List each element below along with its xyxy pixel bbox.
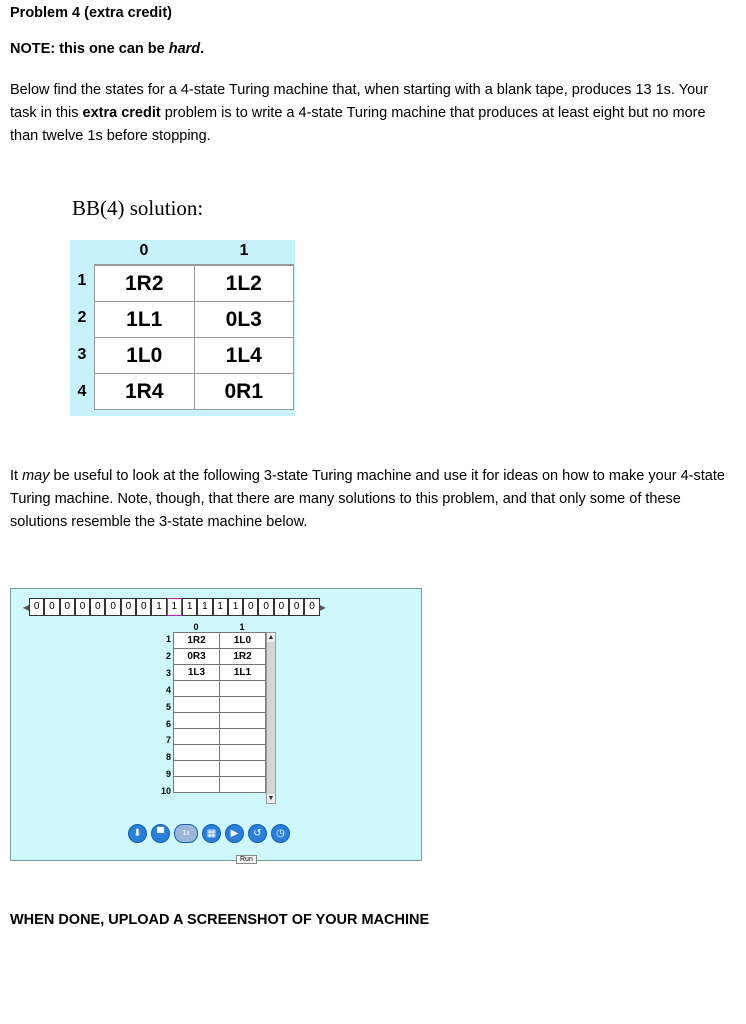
bb4-table: [70, 240, 295, 416]
sim-row-label: 2: [165, 650, 171, 661]
sim-row-label: 5: [165, 701, 171, 712]
sim-cell[interactable]: [220, 681, 266, 697]
bb4-row-header: 2: [77, 309, 87, 326]
sim-cell[interactable]: [174, 745, 220, 761]
tape-cell[interactable]: 1: [182, 598, 197, 616]
sim-row-label: 6: [165, 718, 171, 729]
sim-cell[interactable]: [174, 729, 220, 745]
tape-cell[interactable]: 0: [75, 598, 90, 616]
timer-icon[interactable]: ◷: [271, 824, 290, 843]
speed-icon[interactable]: 1x: [174, 824, 198, 843]
tape-cell[interactable]: 0: [90, 598, 105, 616]
sim-cell[interactable]: 1R2: [174, 633, 220, 649]
bb4-cell: 1R2: [95, 266, 195, 302]
tape-cell[interactable]: 0: [60, 598, 75, 616]
bb4-cell: 0L3: [194, 302, 294, 338]
sim-state-table: [173, 632, 266, 793]
bb4-col-header: 0: [139, 242, 149, 259]
tape-cell[interactable]: 0: [44, 598, 59, 616]
para1-bold: extra credit: [82, 105, 161, 121]
sim-row-label: 10: [160, 786, 171, 797]
tape-cell[interactable]: 0: [243, 598, 258, 616]
sim-row-label: 4: [165, 684, 171, 695]
turing-simulator: [10, 588, 422, 861]
bb4-cell: 0R1: [194, 374, 294, 410]
bb4-cell: 1L4: [194, 338, 294, 374]
sim-cell[interactable]: [220, 697, 266, 713]
tape-cell[interactable]: 1: [228, 598, 243, 616]
note-line: [10, 41, 204, 57]
para2-text-b: be useful to look at the following 3-state Turing machine and use it for ideas on how to make your 4-state Turing machine. Note, though, that there are many solutions to this problem, and that only some of these solutions resemble the 3-state machine below.: [10, 468, 725, 530]
sim-cell[interactable]: [174, 681, 220, 697]
sim-cell[interactable]: 1R2: [220, 649, 266, 665]
sim-cell[interactable]: 1L3: [174, 665, 220, 681]
sim-cell[interactable]: 1L1: [220, 665, 266, 681]
final-instruction: WHEN DONE, UPLOAD A SCREENSHOT OF YOUR MACHINE: [10, 912, 430, 928]
tape-cell[interactable]: 0: [289, 598, 304, 616]
bb4-cell: 1R4: [95, 374, 195, 410]
tape-cell[interactable]: 0: [105, 598, 120, 616]
download-icon[interactable]: ⬇: [128, 824, 147, 843]
sim-row-label: 1: [165, 634, 171, 644]
bb4-row-header: 1: [77, 272, 87, 289]
sim-cell[interactable]: [174, 697, 220, 713]
tape: [23, 598, 326, 616]
tape-cell[interactable]: 0: [136, 598, 151, 616]
sim-cell[interactable]: [220, 713, 266, 729]
tape-cell-head[interactable]: 1: [167, 598, 182, 616]
play-icon[interactable]: ▶: [225, 824, 244, 843]
tape-cell[interactable]: 0: [121, 598, 136, 616]
sim-row-label: 3: [165, 667, 171, 678]
tape-cell[interactable]: 0: [274, 598, 289, 616]
restart-icon[interactable]: ↺: [248, 824, 267, 843]
sim-cell[interactable]: [220, 745, 266, 761]
sim-cell[interactable]: [174, 761, 220, 777]
sim-toolbar: [128, 824, 290, 843]
sim-cell[interactable]: [220, 729, 266, 745]
sim-col-header: 1: [239, 622, 245, 632]
para1-text-a: Below find the states for a 4-state Turing machine that, when starting with a blank tape, produces 13 1s. Your task in this: [10, 82, 709, 121]
grid-icon[interactable]: ▦: [202, 824, 221, 843]
tape-cell[interactable]: 0: [304, 598, 319, 616]
tape-cell[interactable]: 0: [258, 598, 273, 616]
bb4-col-header: 1: [239, 242, 249, 259]
para2-text-a: It: [10, 468, 23, 484]
save-icon[interactable]: ▀: [151, 824, 170, 843]
sim-cell[interactable]: 1L0: [220, 633, 266, 649]
sim-scrollbar[interactable]: [266, 632, 276, 804]
bb4-row-header: 4: [77, 383, 87, 400]
sim-cell[interactable]: [174, 777, 220, 793]
tape-cell[interactable]: 1: [213, 598, 228, 616]
note-suffix: .: [200, 41, 205, 57]
sim-cell[interactable]: [174, 713, 220, 729]
tape-cell[interactable]: 1: [197, 598, 212, 616]
instructions-paragraph: [10, 79, 730, 148]
bb4-cell: 1L2: [194, 266, 294, 302]
tape-cell[interactable]: 0: [29, 598, 44, 616]
sim-cell[interactable]: [220, 777, 266, 793]
para1-text-b: problem is to write a 4-state Turing machine that produces at least eight but no more than twelve 1s before stopping.: [10, 105, 706, 144]
tape-cell[interactable]: 1: [151, 598, 166, 616]
note-prefix: NOTE: this one can be: [10, 41, 169, 57]
sim-col-header: 0: [193, 622, 199, 632]
note-emphasis: hard: [168, 41, 201, 57]
run-button[interactable]: Run: [236, 855, 257, 864]
tape-left-arrow-icon[interactable]: ◀: [22, 602, 30, 612]
sim-cell[interactable]: [220, 761, 266, 777]
sim-cell[interactable]: 0R3: [174, 649, 220, 665]
scroll-down-icon[interactable]: ▼: [267, 795, 275, 802]
bb4-cell: 1L0: [95, 338, 195, 374]
tape-right-arrow-icon[interactable]: ▶: [319, 602, 326, 612]
bb4-row-header: 3: [77, 346, 87, 363]
bb4-cell: 1L1: [95, 302, 195, 338]
sim-row-label: 7: [165, 735, 171, 746]
sim-row-label: 9: [165, 769, 171, 780]
hint-paragraph: [10, 465, 730, 534]
para2-emphasis: may: [22, 468, 50, 484]
scroll-up-icon[interactable]: ▲: [267, 634, 275, 641]
problem-heading: Problem 4 (extra credit): [10, 5, 172, 21]
bb4-title: BB(4) solution:: [72, 196, 204, 220]
sim-row-label: 8: [165, 752, 171, 763]
